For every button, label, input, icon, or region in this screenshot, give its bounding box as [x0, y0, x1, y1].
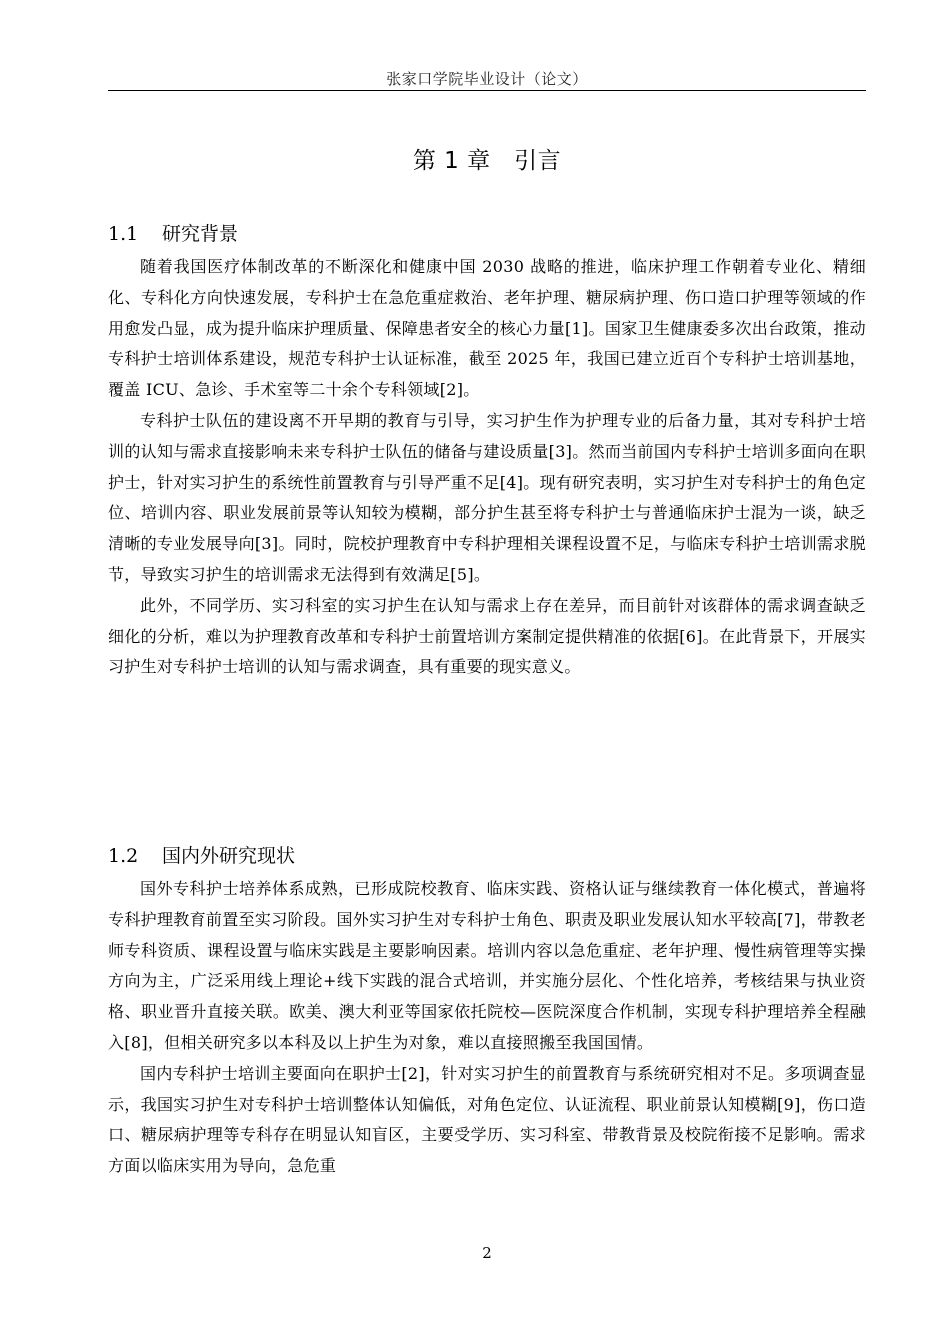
section-number: 1.1: [108, 223, 139, 245]
paragraph: 国外专科护士培养体系成熟，已形成院校教育、临床实践、资格认证与继续教育一体化模式，普遍将专科护理教育前置至实习阶段。国外实习护生对专科护士角色、职责及职业发展认知水平较高[7]，带教老师专科资质、课程设置与临床实践是主要影响因素。培训内容以急危重症、老年护理、慢性病管理等实操方向为主，广泛采用线上理论+线下实践的混合式培训，并实施分层化、个性化培养，考核结果与执业资格、职业晋升直接关联。欧美、澳大利亚等国家依托院校—医院深度合作机制，实现专科护理培养全程融入[8]，但相关研究多以本科及以上护生为对象，难以直接照搬至我国国情。: [108, 879, 866, 1052]
section-1-2: [108, 838, 866, 1182]
paragraph: 此外，不同学历、实习科室的实习护生在认知与需求上存在差异，而目前针对该群体的需求调查缺乏细化的分析，难以为护理教育改革和专科护士前置培训方案制定提供精准的依据[6]。在此背景下，开展实习护生对专科护士培训的认知与需求调查，具有重要的现实意义。: [108, 595, 866, 677]
page-number: 2: [482, 1244, 492, 1262]
chapter-title: 第 1 章 引言: [412, 148, 562, 174]
section-heading: [108, 216, 866, 252]
section-1-1: [108, 216, 866, 683]
header-rule: [108, 90, 866, 91]
paragraph: 专科护士队伍的建设离不开早期的教育与引导，实习护生作为护理专业的后备力量，其对专科护士培训的认知与需求直接影响未来专科护士队伍的储备与建设质量[3]。然而当前国内专科护士培训多面向在职护士，针对实习护生的系统性前置教育与引导严重不足[4]。现有研究表明，实习护生对专科护士的角色定位、培训内容、职业发展前景等认知较为模糊，部分护生甚至将专科护士与普通临床护士混为一谈，缺乏清晰的专业发展导向[3]。同时，院校护理教育中专科护理相关课程设置不足，与临床专科护士培训需求脱节，导致实习护生的培训需求无法得到有效满足[5]。: [108, 410, 866, 584]
running-header: 张家口学院毕业设计（论文）: [386, 70, 588, 88]
section-title: 国内外研究现状: [162, 845, 296, 867]
section-heading: [108, 838, 866, 874]
paragraph: 国内专科护士培训主要面向在职护士[2]，针对实习护生的前置教育与系统研究相对不足。多项调查显示，我国实习护生对专科护士培训整体认知偏低，对角色定位、认证流程、职业前景认知模糊[9]，伤口造口、糖尿病护理等专科存在明显认知盲区，主要受学历、实习科室、带教背景及校院衔接不足影响。需求方面以临床实用为导向，急危重: [108, 1063, 866, 1176]
section-title: 研究背景: [162, 223, 239, 245]
section-number: 1.2: [108, 845, 139, 867]
paragraph: 随着我国医疗体制改革的不断深化和健康中国 2030 战略的推进，临床护理工作朝着专业化、精细化、专科化方向快速发展，专科护士在急危重症救治、老年护理、糖尿病护理、伤口造口护理等领域的作用愈发凸显，成为提升临床护理质量、保障患者安全的核心力量[1]。国家卫生健康委多次出台政策，推动专科护士培训体系建设，规范专科护士认证标准，截至 2025 年，我国已建立近百个专科护士培训基地，覆盖 ICU、急诊、手术室等二十余个专科领域[2]。: [108, 257, 866, 400]
